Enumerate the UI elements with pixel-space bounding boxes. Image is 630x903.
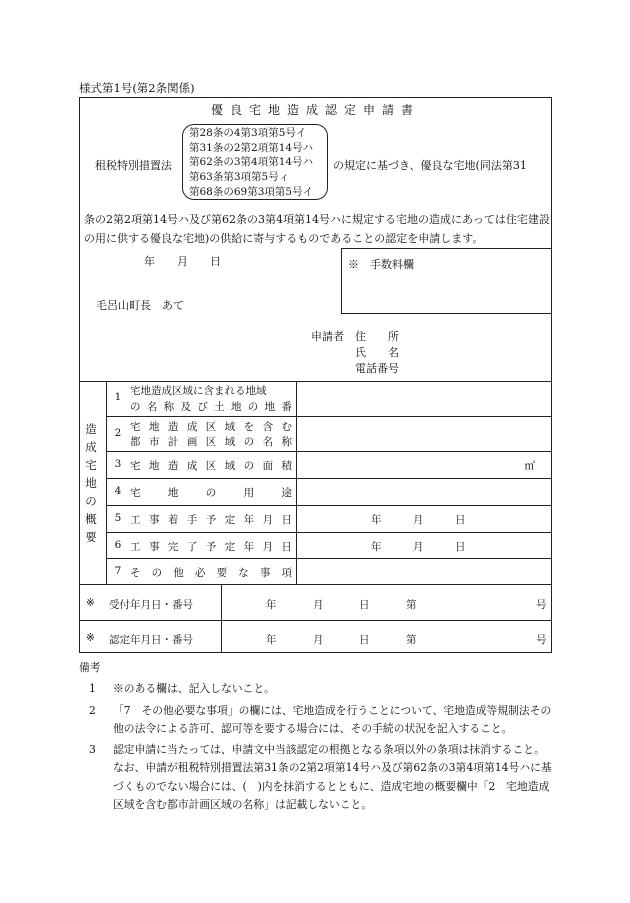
provision-item: 第62条の3第4項第14号ハ [189,156,314,169]
form-number-label: 様式第1号(第2条関係) [79,81,195,95]
start-date-field[interactable]: 年 月 日 [371,514,466,526]
application-text-lead: の規定に基づき、優良な宅地(同法第31 [333,159,527,172]
note-item: 1 ※のある欄は、記入しないこと。 [89,682,275,696]
form-title: 優良宅地造成認定申請書 [210,103,420,117]
item-number: 6 [114,539,122,551]
item-number: 2 [114,427,122,439]
tax-law-name: 租税特別措置法 [95,159,172,172]
area-unit: ㎡ [524,460,535,472]
notes-heading: 備考 [79,661,101,674]
applicant-block [311,328,415,376]
note-item: 2 「7 その他必要な事項」の欄には、宅地造成を行うことについて、宅地造成等規制法その他の法令による許可、認可等を要する場合には、その手続の状況を記入すること。 [89,703,552,735]
item-label: 都 市 計 画 区 域 の 名 称 [130,436,292,448]
item-value-field[interactable] [297,479,551,505]
applicant-phone-field[interactable]: 電話番号 [355,362,399,375]
item-label: の 名 称 及 び 土 地 の 地 番 [130,401,292,413]
item-number: 4 [114,485,122,497]
item-label: 宅 地 造 成 区 域 を 含 む [130,421,292,433]
item-label: そ の 他 必 要 な 事 項 [130,567,292,579]
item-value-field[interactable] [297,382,551,416]
section-divider [106,381,107,584]
note-item: 3 認定申請に当たっては、申請文中当該認定の根拠となる条項以外の条項は抹消すること。なお、申請が租税特別措置法第31条の2第2項第14号ハ及び第62条の3第4項第14号ハに基づくものでない場合には、( )内を抹消するとともに、造成宅地の概要欄中「2 宅地造成区域を含む都市計画区域の名称」は記載しないこと。 [89,743,552,812]
row-divider [106,505,552,506]
item-value-field[interactable] [297,417,551,451]
row-divider [106,532,552,533]
applicant-address-field[interactable]: 住 所 [355,330,399,343]
receipt-divider [79,620,552,621]
item-value-field[interactable] [297,559,551,584]
item-label: 工 事 完 了 予 定 年 月 日 [130,541,292,553]
fee-label: ※ 手数料欄 [348,258,414,271]
provision-item: 第28条の4第3項第5号イ [189,127,307,139]
applicant-label: 申請者 [311,330,344,343]
receipt-col-divider [221,584,222,653]
addressee: 毛呂山町長 あて [96,299,184,312]
receipt-label: 受付年月日・番号 [109,599,193,611]
notes-section [79,659,554,814]
item-number: 3 [114,458,122,470]
item-label: 宅 地 の 用 途 [130,487,292,499]
provision-item: 第63条第3項第5号ィ [189,171,290,184]
certification-label: 認定年月日・番号 [109,634,193,646]
application-date[interactable]: 年 月 日 [144,255,221,268]
application-text-body: 条の2第2項第14号ハ及び第62条の3第4項第14号ハに規定する宅地の造成にあっては住宅建設の用に供する優良な宅地)の供給に寄与するものであることの認定を申請します。 [84,213,550,245]
overview-section-label: 造 成 宅 地 の 概 要 [85,422,97,544]
provision-item: 第31条の2第2項第14号ハ [189,141,314,154]
applicant-name-field[interactable]: 氏 名 [355,346,399,359]
certification-mark: ※ [86,632,95,644]
item-number: 7 [114,565,122,577]
table-bottom-border [79,584,552,585]
item-number: 5 [114,512,122,524]
receipt-mark: ※ [86,597,95,609]
area-field[interactable] [297,452,551,478]
provision-list [189,126,313,199]
completion-date-field[interactable]: 年 月 日 [371,541,466,553]
item-label: 宅 地 造 成 区 域 の 面 積 [130,460,292,472]
provision-item: 第68条の69第3項第5号イ [189,185,314,198]
item-label: 工 事 着 手 予 定 年 月 日 [130,514,292,526]
item-label: 宅地造成区域に含まれる地域 [130,385,267,397]
item-number: 1 [114,391,122,403]
